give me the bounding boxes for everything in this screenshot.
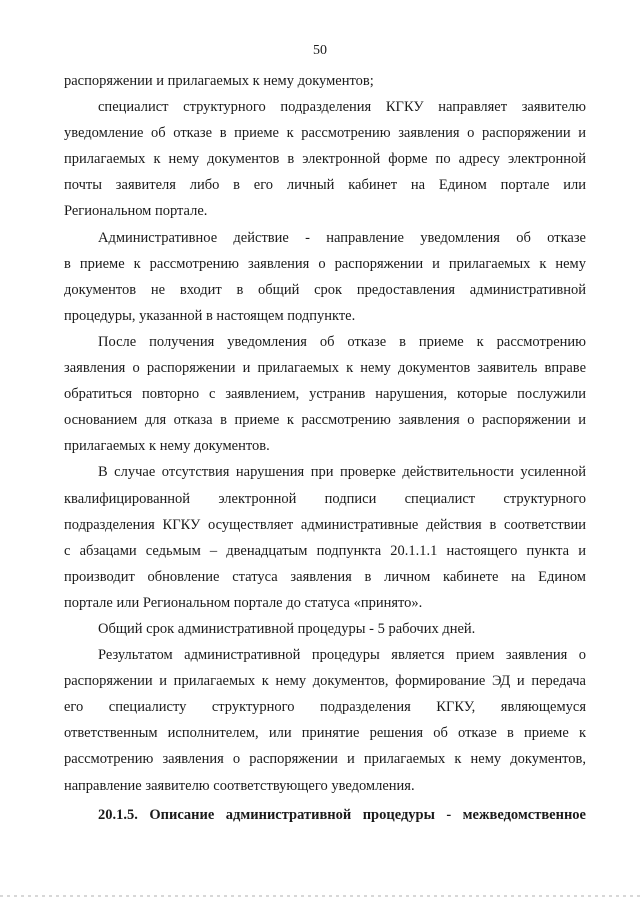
body-text <box>64 68 586 828</box>
text-line: прилагаемых к нему документов в электронной форме по адресу электронной <box>64 151 586 168</box>
text-line: заявления о распоряжении и прилагаемых к нему документов заявитель вправе <box>64 360 586 377</box>
text-line: основанием для отказа в приеме к рассмотрению заявления о распоряжении и <box>64 412 586 429</box>
text-line: портале или Региональном портале до статуса «принято». <box>64 594 423 611</box>
text-line: его специалисту структурного подразделения КГКУ, являющемуся <box>64 699 586 716</box>
text-line: квалифицированной электронной подписи специалист структурного <box>64 490 586 507</box>
text-line: обратиться повторно с заявлением, устранив нарушения, которые послужили <box>64 386 586 403</box>
text-line: специалист структурного подразделения КГКУ направляет заявителю <box>98 99 586 116</box>
text-line: ответственным исполнителем, или принятие решения об отказе в приеме к <box>64 725 586 742</box>
section-heading: 20.1.5. Описание административной процедуры - межведомственное <box>98 806 586 823</box>
text-line: документов не входит в общий срок предоставления административной <box>64 281 586 298</box>
text-line: Общий срок административной процедуры - 5 рабочих дней. <box>98 620 476 637</box>
text-line: в приеме к рассмотрению заявления о распоряжении и прилагаемых к нему <box>64 255 586 272</box>
scan-artifact-line <box>0 895 640 897</box>
text-line: Результатом административной процедуры является прием заявления о <box>98 647 586 664</box>
text-line: с абзацами седьмым – двенадцатым подпункта 20.1.1.1 настоящего пункта и <box>64 542 586 559</box>
text-line: Региональном портале. <box>64 203 208 220</box>
text-line: После получения уведомления об отказе в приеме к рассмотрению <box>98 333 586 350</box>
text-line: В случае отсутствия нарушения при проверке действительности усиленной <box>98 464 586 481</box>
text-line: распоряжении и прилагаемых к нему документов; <box>64 73 374 89</box>
text-line: прилагаемых к нему документов. <box>64 438 270 455</box>
text-line: распоряжении и прилагаемых к нему документов, формирование ЭД и передача <box>64 673 586 690</box>
text-line: уведомление об отказе в приеме к рассмотрению заявления о распоряжении и <box>64 125 586 142</box>
text-line: рассмотрению заявления о распоряжении и прилагаемых к нему документов, <box>64 751 586 768</box>
text-line: процедуры, указанной в настоящем подпункте. <box>64 307 356 324</box>
text-line: подразделения КГКУ осуществляет административные действия в соответствии <box>64 516 586 533</box>
text-line: Административное действие - направление уведомления об отказе <box>98 229 586 246</box>
text-line: направление заявителю соответствующего уведомления. <box>64 777 415 794</box>
text-line: производит обновление статуса заявления в личном кабинете на Едином <box>64 568 586 585</box>
text-line: почты заявителя либо в его личный кабинет на Едином портале или <box>64 177 586 194</box>
page-number: 50 <box>313 43 327 58</box>
